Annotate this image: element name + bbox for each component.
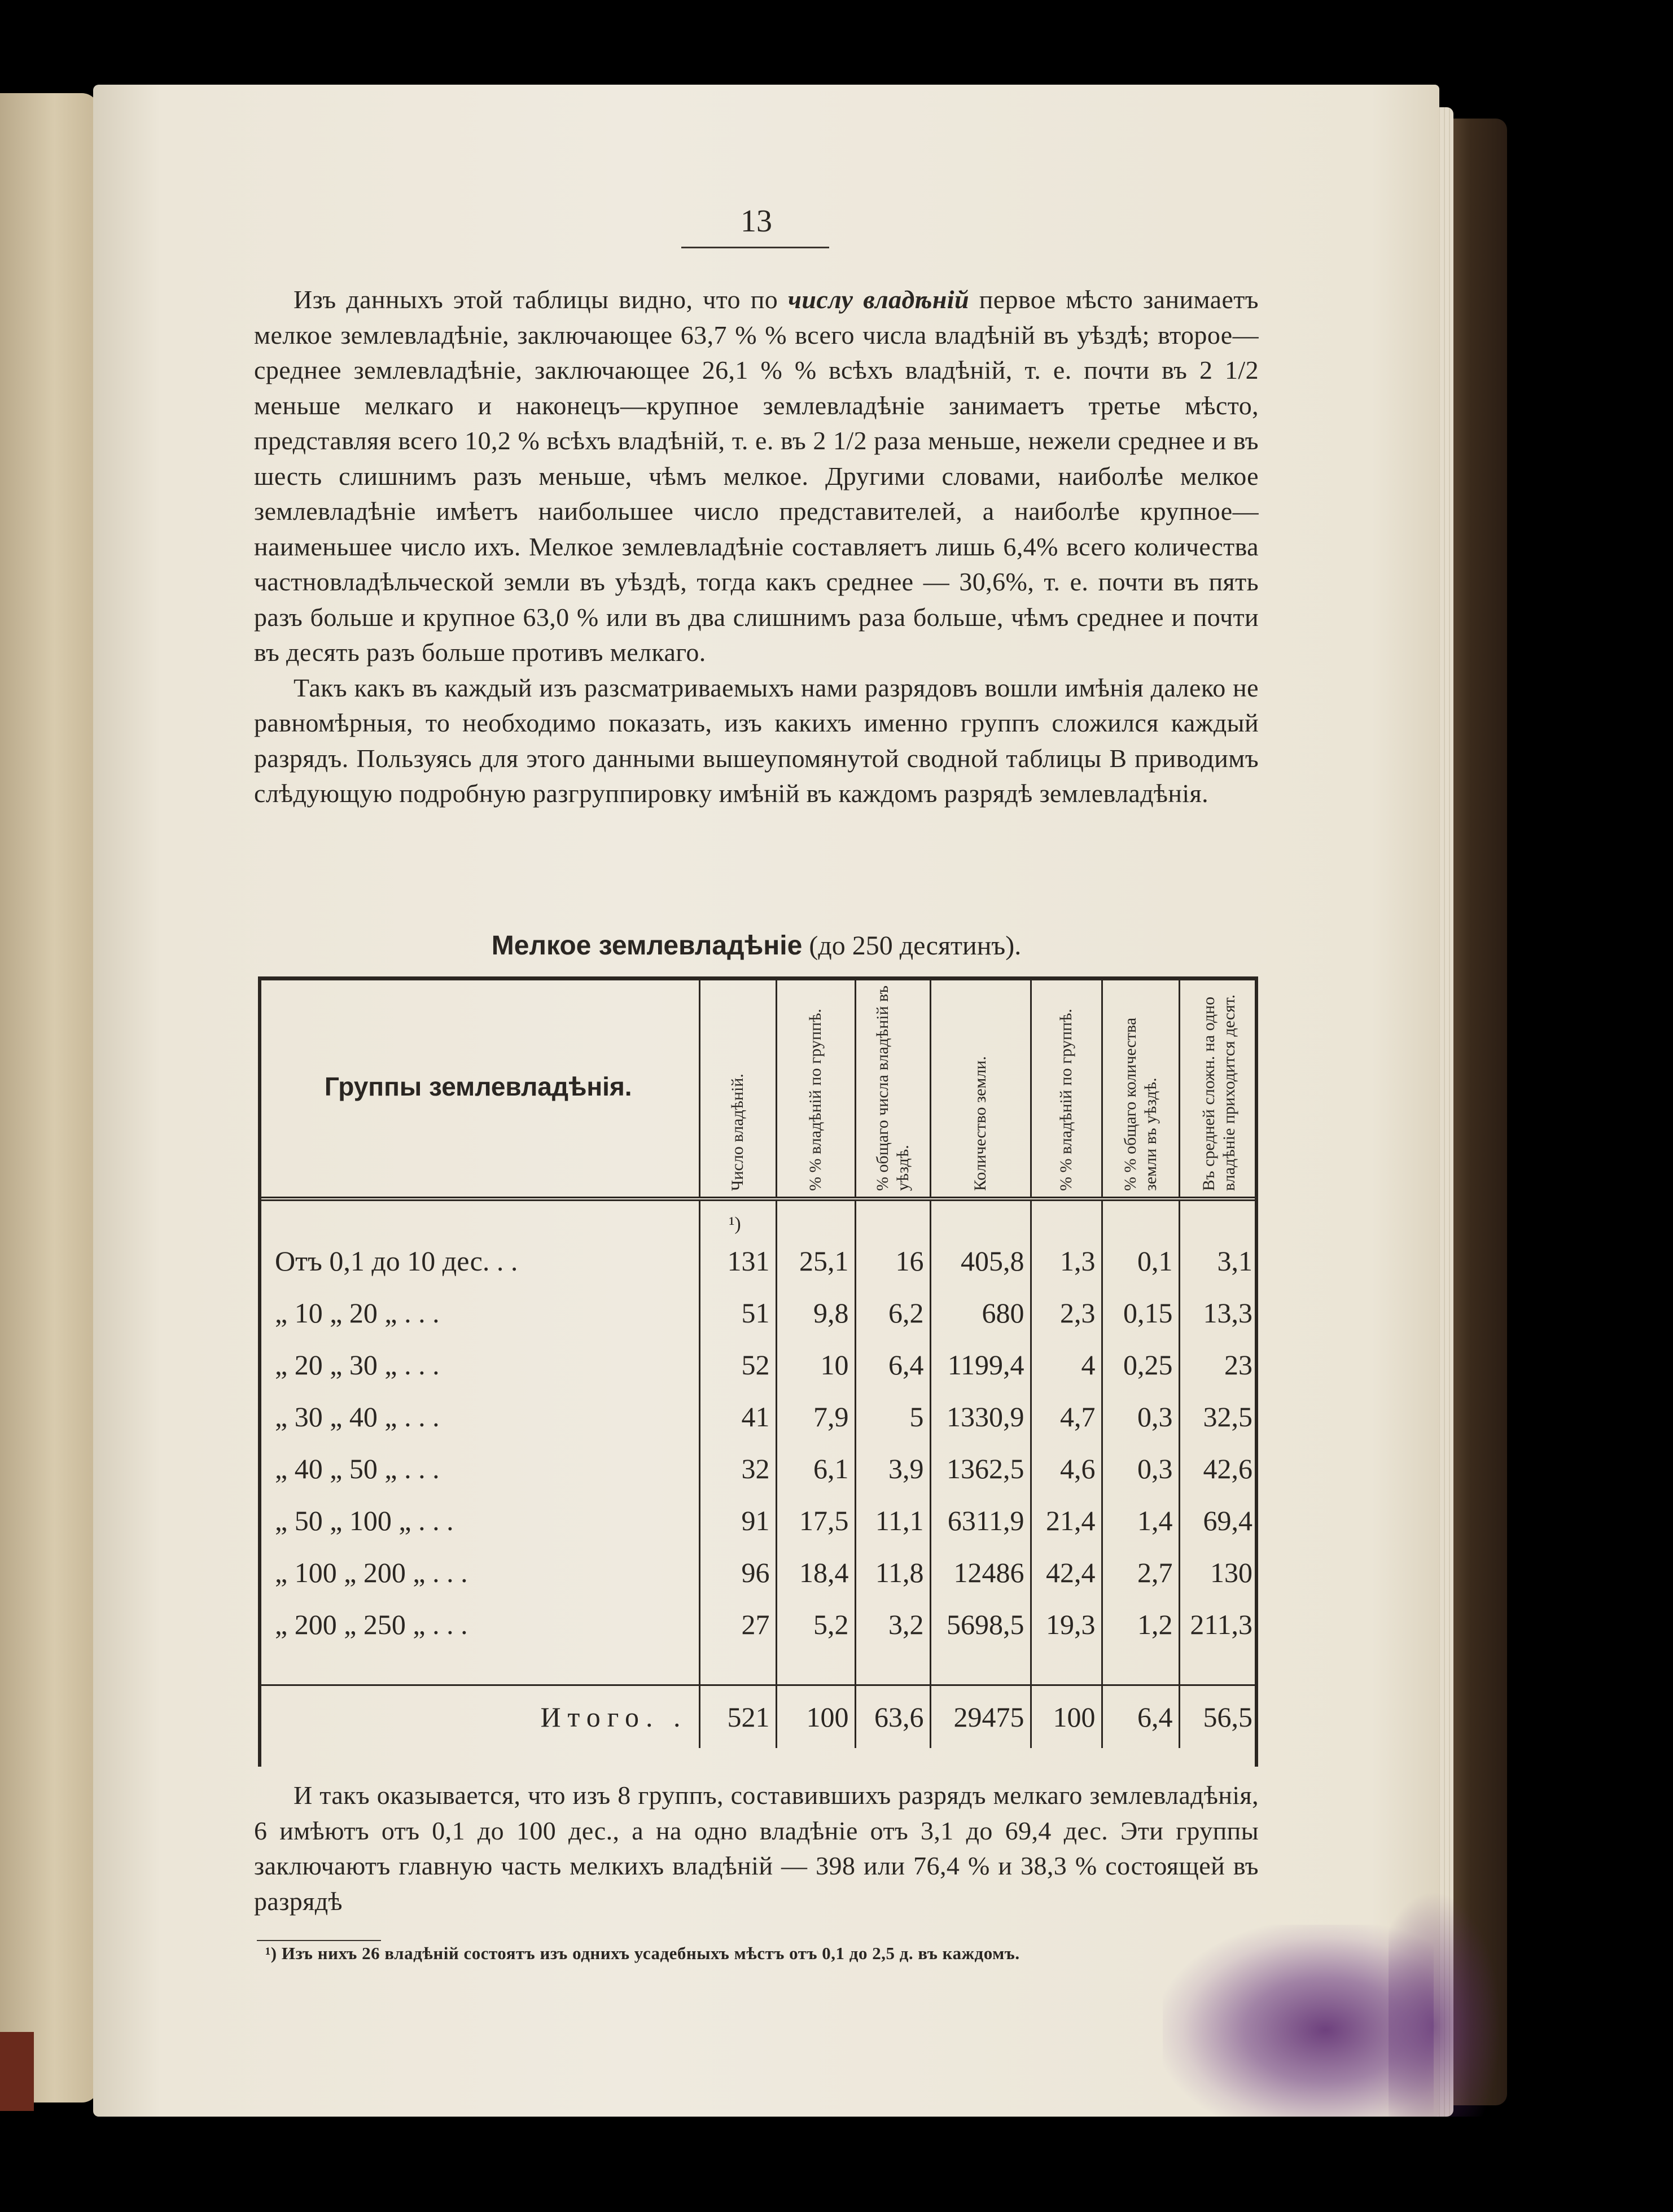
group-label: Отъ 0,1 до 10 дес. . . [275, 1245, 518, 1277]
table-title-rest: (до 250 десятинъ). [802, 931, 1022, 961]
table-cell: 5698,5 [930, 1598, 1031, 1650]
table-cell: 4,7 [1031, 1391, 1102, 1443]
table-row [258, 1287, 1258, 1339]
table-cell: 3,1 [1179, 1235, 1258, 1287]
table-cell: 69,4 [1179, 1495, 1258, 1547]
table-cell: 100 [776, 1685, 855, 1749]
table-cell: 51 [699, 1287, 776, 1339]
table-cell: 130 [1179, 1547, 1258, 1598]
paragraph-2 [254, 671, 1259, 812]
header-groups: Группы землевладѣнія. [324, 1072, 632, 1101]
total-label: Итого. . [258, 1685, 699, 1749]
table-cell: 4,6 [1031, 1443, 1102, 1495]
header-col-2-text: % % владѣній по группѣ. [806, 1009, 825, 1191]
table-cell: 42,4 [1031, 1547, 1102, 1598]
table-cell: 19,3 [1031, 1598, 1102, 1650]
group-label: „ 30 „ 40 „ . . . [275, 1401, 440, 1433]
table-row [258, 1547, 1258, 1598]
table-cell: 10 [776, 1339, 855, 1391]
table-cell: 0,3 [1102, 1391, 1179, 1443]
book-cover [1445, 119, 1507, 2105]
table-cell: 131 [699, 1235, 776, 1287]
header-col-4-text: Количество земли. [971, 1056, 989, 1191]
table-cell: 41 [699, 1391, 776, 1443]
header-col-5-text: % % владѣній по группѣ. [1057, 1009, 1075, 1191]
paragraph-1-emphasis: числу владѣній [787, 285, 969, 314]
header-col-7-text: Въ средней сложн. на одно владѣніе приходится десят. [1199, 994, 1238, 1191]
table-cell: 1,2 [1102, 1598, 1179, 1650]
group-label: „ 10 „ 20 „ . . . [275, 1297, 440, 1329]
paragraph-2-text: Такъ какъ въ каждый изъ разсматриваемыхъ нами разрядовъ вошли имѣнія далеко не равномѣрныя, то необходимо показать, изъ какихъ именно группъ сложился каждый разрядъ. Пользуясь для этого данными вышеупомянутой сводной таблицы В приводимъ слѣдующую подробную разгруппировку имѣній въ каждомъ разрядѣ землевладѣнія. [254, 673, 1259, 808]
table-cell: 5 [855, 1391, 930, 1443]
table-row [258, 1339, 1258, 1391]
table-cell: 0,25 [1102, 1339, 1179, 1391]
table-cell: 1199,4 [930, 1339, 1031, 1391]
group-label: „ 40 „ 50 „ . . . [275, 1453, 440, 1484]
table-cell: 32,5 [1179, 1391, 1258, 1443]
body-text-after [254, 1778, 1259, 1919]
note-mark: ¹) [699, 1199, 776, 1235]
ink-stain-edge [1389, 1891, 1501, 2117]
table-cell: 63,6 [855, 1685, 930, 1749]
paragraph-1 [254, 282, 1259, 671]
header-col-6 [1102, 976, 1179, 1199]
table-body [258, 1199, 1258, 1748]
table-cell: 6,4 [1102, 1685, 1179, 1749]
total-row [258, 1685, 1258, 1749]
table-cell: 2,7 [1102, 1547, 1179, 1598]
table-cell: 27 [699, 1598, 776, 1650]
table-cell: 211,3 [1179, 1598, 1258, 1650]
table-row [258, 1391, 1258, 1443]
paragraph-1-seg-0: Изъ данныхъ этой таблицы видно, что по [294, 285, 788, 314]
table-cell: 5,2 [776, 1598, 855, 1650]
table-cell: 6,1 [776, 1443, 855, 1495]
table-cell: 7,9 [776, 1391, 855, 1443]
page-number-rule [681, 247, 829, 248]
group-label: „ 100 „ 200 „ . . . [275, 1557, 468, 1588]
header-col-1 [699, 976, 776, 1199]
table-title [254, 930, 1259, 961]
table-frame-right [1255, 976, 1258, 1767]
header-col-6-text: % % общаго количества земли въ уѣздѣ. [1120, 1017, 1160, 1191]
table-cell: 6311,9 [930, 1495, 1031, 1547]
header-col-5 [1031, 976, 1102, 1199]
header-col-1-text: Число владѣній. [728, 1074, 747, 1191]
table-cell: 32 [699, 1443, 776, 1495]
table-cell: 18,4 [776, 1547, 855, 1598]
table-cell: 4 [1031, 1339, 1102, 1391]
header-col-4 [930, 976, 1031, 1199]
header-col-3-text: % общаго числа владѣній въ уѣздѣ. [873, 985, 912, 1191]
table-cell: 405,8 [930, 1235, 1031, 1287]
table-cell: 29475 [930, 1685, 1031, 1749]
table-cell: 0,15 [1102, 1287, 1179, 1339]
table-cell: 91 [699, 1495, 776, 1547]
group-label: „ 200 „ 250 „ . . . [275, 1609, 468, 1640]
table-cell: 3,9 [855, 1443, 930, 1495]
table-cell: 52 [699, 1339, 776, 1391]
data-table [258, 976, 1258, 1767]
group-label: „ 20 „ 30 „ . . . [275, 1349, 440, 1381]
table-cell: 16 [855, 1235, 930, 1287]
table-row [258, 1235, 1258, 1287]
table-row [258, 1598, 1258, 1650]
header-col-2 [776, 976, 855, 1199]
table-cell: 680 [930, 1287, 1031, 1339]
page-number: 13 [741, 204, 772, 239]
table-row [258, 1443, 1258, 1495]
header-col-3 [855, 976, 930, 1199]
footnote-rule [257, 1940, 381, 1941]
left-page-edge [0, 2032, 34, 2111]
table-frame-top [258, 976, 1258, 980]
footnote: ¹) Изъ нихъ 26 владѣній состоятъ изъ однихъ усадебныхъ мѣстъ отъ 0,1 до 2,5 д. въ каждомъ. [265, 1943, 1020, 1963]
table [258, 976, 1258, 1748]
table-cell: 521 [699, 1685, 776, 1749]
table-cell: 9,8 [776, 1287, 855, 1339]
table-title-bold: Мелкое землевладѣніе [491, 931, 803, 961]
header-col-7 [1179, 976, 1258, 1199]
table-cell: 3,2 [855, 1598, 930, 1650]
left-page [0, 93, 99, 2103]
table-cell: 6,4 [855, 1339, 930, 1391]
table-cell: 0,3 [1102, 1443, 1179, 1495]
table-cell: 96 [699, 1547, 776, 1598]
paragraph-1-seg-2: первое мѣсто занимаетъ мелкое землевладѣніе, заключающее 63,7 % % всего числа владѣній въ уѣздѣ; второе—среднее землевладѣніе, заключающее 26,1 % % всѣхъ владѣній, т. е. почти въ 2 1/2 меньше мелкаго и наконецъ—крупное землевладѣніе занимаетъ третье мѣсто, представляя всего 10,2 % всѣхъ владѣній, т. е. въ 2 1/2 раза меньше, нежели среднее и въ шесть слишнимъ разъ меньше, чѣмъ мелкое. Другими словами, наиболѣе мелкое землевладѣніе имѣетъ наибольшее число представителей, а наиболѣе крупное—наименьшее число ихъ. Мелкое землевладѣніе составляетъ лишь 6,4% всего количества частновладѣльческой земли въ уѣздѣ, тогда какъ среднее — 30,6%, т. е. почти въ пять разъ больше и крупное 63,0 % или въ два слишнимъ раза больше, чѣмъ среднее и почти въ десять разъ больше противъ мелкаго. [254, 285, 1259, 667]
table-cell: 12486 [930, 1547, 1031, 1598]
table-cell: 1,3 [1031, 1235, 1102, 1287]
note-row [258, 1199, 1258, 1235]
paragraph-3: И такъ оказывается, что изъ 8 группъ, составившихъ разрядъ мелкаго землевладѣнія, 6 имѣютъ отъ 0,1 до 100 дес., а на одно владѣніе отъ 3,1 до 69,4 дес. Эти группы заключаютъ главную часть мелкихъ владѣній — 398 или 76,4 % и 38,3 % состоящей въ разрядѣ [254, 1781, 1259, 1916]
table-cell: 11,1 [855, 1495, 930, 1547]
table-cell: 11,8 [855, 1547, 930, 1598]
table-cell: 17,5 [776, 1495, 855, 1547]
spacer-row [258, 1650, 1258, 1685]
table-cell: 1362,5 [930, 1443, 1031, 1495]
table-cell: 23 [1179, 1339, 1258, 1391]
table-row [258, 1495, 1258, 1547]
table-header-row [258, 976, 1258, 1199]
table-cell: 13,3 [1179, 1287, 1258, 1339]
table-frame-left [258, 976, 261, 1767]
table-cell: 6,2 [855, 1287, 930, 1339]
table-cell: 0,1 [1102, 1235, 1179, 1287]
table-cell: 21,4 [1031, 1495, 1102, 1547]
body-text-top [254, 282, 1259, 812]
table-cell: 1330,9 [930, 1391, 1031, 1443]
table-cell: 2,3 [1031, 1287, 1102, 1339]
table-cell: 1,4 [1102, 1495, 1179, 1547]
table-cell: 25,1 [776, 1235, 855, 1287]
table-cell: 42,6 [1179, 1443, 1258, 1495]
group-label: „ 50 „ 100 „ . . . [275, 1505, 454, 1536]
table-cell: 100 [1031, 1685, 1102, 1749]
table-cell: 56,5 [1179, 1685, 1258, 1749]
